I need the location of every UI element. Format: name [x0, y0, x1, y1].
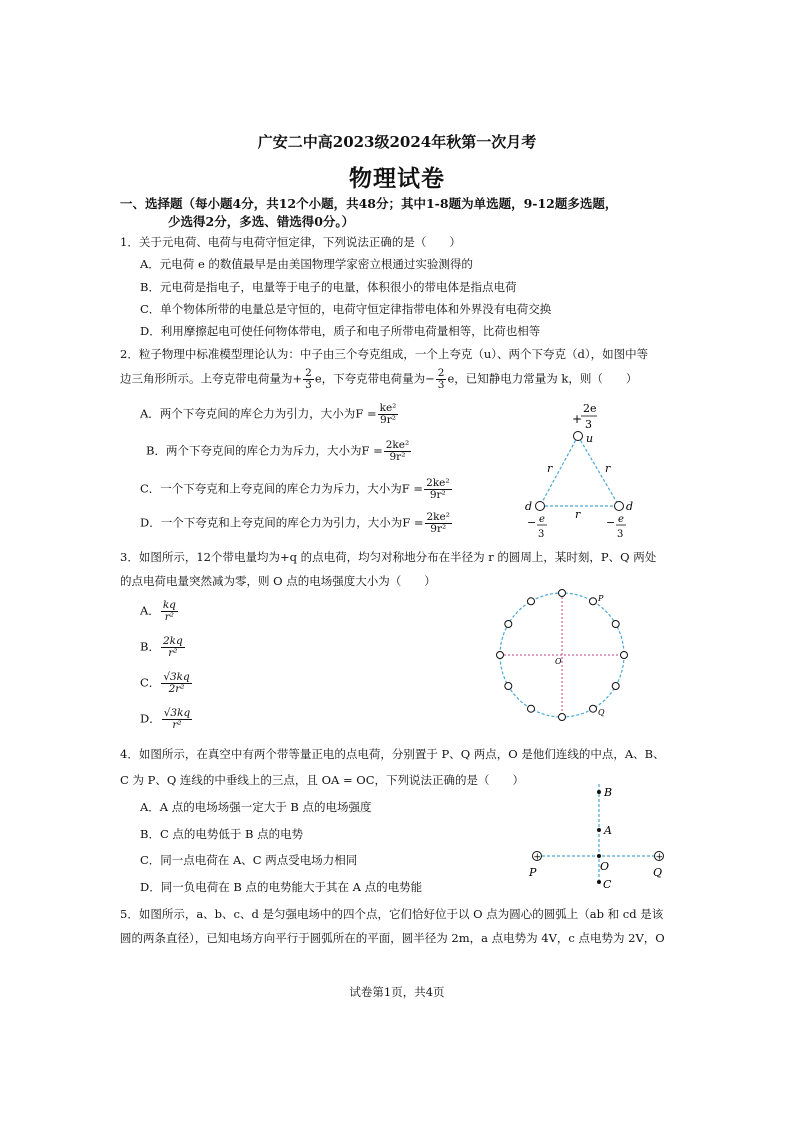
label-d-left: d: [525, 500, 533, 513]
point-b: [597, 790, 601, 794]
top-charge-den: 3: [585, 418, 592, 431]
label-c: C: [603, 878, 612, 890]
q3-option-a: A． $\frac{kq}{\text{r²}}$: [140, 599, 176, 623]
q2-stem-part: 边三角形所示。上夸克带电荷量为+: [120, 371, 303, 386]
question-5-stem: 5．如图所示，a、b、c、d 是匀强电场中的四个点，它们恰好位于以 O 点为圆心的圆弧上（ab 和 cd 是该: [120, 907, 664, 921]
q1-option-b: B．元电荷是指电子，电量等于电子的电量，体积很小的带电体是指点电荷: [140, 280, 517, 294]
charge-dot: [612, 683, 619, 690]
question-4-stem: 4．如图所示，在真空中有两个带等量正电的点电荷，分别置于 P、Q 两点，O 是他们连线的中点，A、B、: [120, 747, 665, 761]
charge-dot: [590, 705, 597, 712]
q4-option-c: C．同一点电荷在 A、C 两点受电场力相同: [140, 853, 358, 867]
charge-dot: [505, 683, 512, 690]
fraction: $\frac{2}{3}$: [305, 367, 312, 391]
q2-option-a: A．两个下夸克间的库仑力为引力，大小为F = $\frac{\text{ke²}}{\text{9r²}}$: [140, 402, 397, 426]
label-d-right: d: [626, 500, 634, 513]
down-quark-dot: [536, 502, 545, 511]
charge-dot: [590, 598, 597, 605]
question-2-stem-line2: [120, 368, 637, 391]
exam-title: 广安二中高2023级2024年秋第一次月考: [257, 133, 537, 151]
question-5-stem-line2: 圆的两条直径），已知电场方向平行于圆弧所在的平面，圆半径为 2m，a 点电势为 4V，c 点电势为 2V，O: [120, 931, 665, 945]
q1-option-c: C．单个物体所带的电量总是守恒的，电荷守恒定律指带电体和外界没有电荷交换: [140, 302, 552, 316]
label-p: P: [598, 594, 604, 603]
bot-den-right: 3: [617, 529, 624, 540]
q4-option-b: B．C 点的电势低于 B 点的电势: [140, 827, 304, 841]
q3-option-b: B． $\frac{2kq}{\text{r²}}$: [140, 635, 183, 659]
charge-dot: [497, 652, 504, 659]
label-r-right: r: [605, 462, 611, 475]
svg-text:+: +: [533, 852, 542, 863]
label-o: O: [555, 657, 562, 666]
up-quark-dot: [574, 432, 583, 441]
q1-option-d: D．利用摩擦起电可使任何物体带电，质子和电子所带电荷量相等，比荷也相等: [140, 324, 541, 338]
charge-dot: [505, 621, 512, 628]
neg-right: −: [606, 516, 616, 529]
q2-option-c: C．一个下夸克和上夸克间的库仑力为斥力，大小为F = $\frac{\text{2ke²}}{\text{9r²}}$: [140, 477, 450, 501]
label-a: A: [604, 824, 612, 837]
q2-option-b: B．两个下夸克间的库仑力为斥力，大小为F = $\frac{\text{2ke²}}{\text{9r²}}$: [146, 439, 410, 463]
down-quark-dot: [615, 502, 624, 511]
top-charge-num: 2e: [583, 402, 597, 415]
question-2-stem: 2．粒子物理中标准模型理论认为：中子由三个夸克组成，一个上夸克（u）、两个下夸克（d），如图中等: [120, 347, 649, 361]
q2-stem-part: e，下夸克带电荷量为−: [314, 371, 435, 386]
subject-title: 物理试卷: [349, 165, 445, 192]
q3-option-c: C． $\frac{√3kq}{\text{2r²}}$: [140, 671, 190, 695]
charge-dot: [559, 714, 566, 721]
bot-den-left: 3: [538, 529, 545, 540]
q3-option-d: D． $\frac{√3kq}{\text{r²}}$: [140, 707, 191, 731]
point-o: [597, 854, 601, 858]
top-sign: +: [572, 412, 583, 426]
ring-charges-figure: [490, 584, 634, 726]
charge-dot: [528, 598, 535, 605]
section-heading-cont: 少选得2分，多选、错选得0分。）: [168, 214, 355, 229]
question-1-stem: 1．关于元电荷、电荷与电荷守恒定律，下列说法正确的是（ ）: [120, 235, 461, 249]
label-r-bottom: r: [575, 508, 581, 521]
question-4-stem-line2: C 为 P、Q 连线的中垂线上的三点，且 OA = OC，下列说法正确的是（ ）: [120, 773, 524, 787]
two-charges-figure: [525, 780, 675, 890]
svg-text:+: +: [655, 852, 664, 863]
q4-option-d: D．同一负电荷在 B 点的电势能大于其在 A 点的电势能: [140, 880, 423, 894]
section-heading: 一、选择题（每小题4分，共12个小题，共48分；其中1-8题为单选题，9-12题多选题，: [120, 196, 618, 211]
q2-option-d: D．一个下夸克和上夸克间的库仑力为引力，大小为F = $\frac{\text{2ke²}}{\text{9r²}}$: [140, 511, 450, 535]
q4-option-a: A．A 点的电场场强一定大于 B 点的电场强度: [140, 800, 372, 814]
question-3-stem-line2: 的点电荷电量突然减为零，则 O 点的电场强度大小为（ ）: [120, 574, 436, 588]
page-footer: 试卷第1页，共4页: [349, 985, 445, 999]
quark-triangle-figure: [515, 398, 645, 544]
label-p: P: [529, 866, 537, 879]
label-b: B: [604, 786, 613, 799]
label-q: Q: [653, 866, 663, 879]
label-u: u: [586, 432, 594, 445]
charge-dot: [621, 652, 628, 659]
q1-option-a: A．元电荷 e 的数值最早是由美国物理学家密立根通过实验测得的: [140, 257, 473, 271]
label-q: Q: [598, 708, 605, 717]
neg-left: −: [527, 516, 537, 529]
charge-dot: [559, 590, 566, 597]
charge-dot: [612, 621, 619, 628]
point-c: [597, 880, 601, 884]
bot-num-right: e: [618, 514, 624, 525]
label-r-left: r: [547, 462, 553, 475]
q2-stem-part: e，已知静电力常量为 k，则（ ）: [447, 371, 638, 386]
fraction: $\frac{2}{3}$: [437, 367, 445, 391]
question-3-stem: 3．如图所示，12个带电量均为+q 的点电荷，均匀对称地分布在半径为 r 的圆周上，某时刻，P、Q 两处: [120, 550, 657, 564]
label-o: O: [600, 860, 610, 873]
bot-num-left: e: [539, 514, 545, 525]
point-a: [597, 828, 601, 832]
charge-dot: [528, 705, 535, 712]
